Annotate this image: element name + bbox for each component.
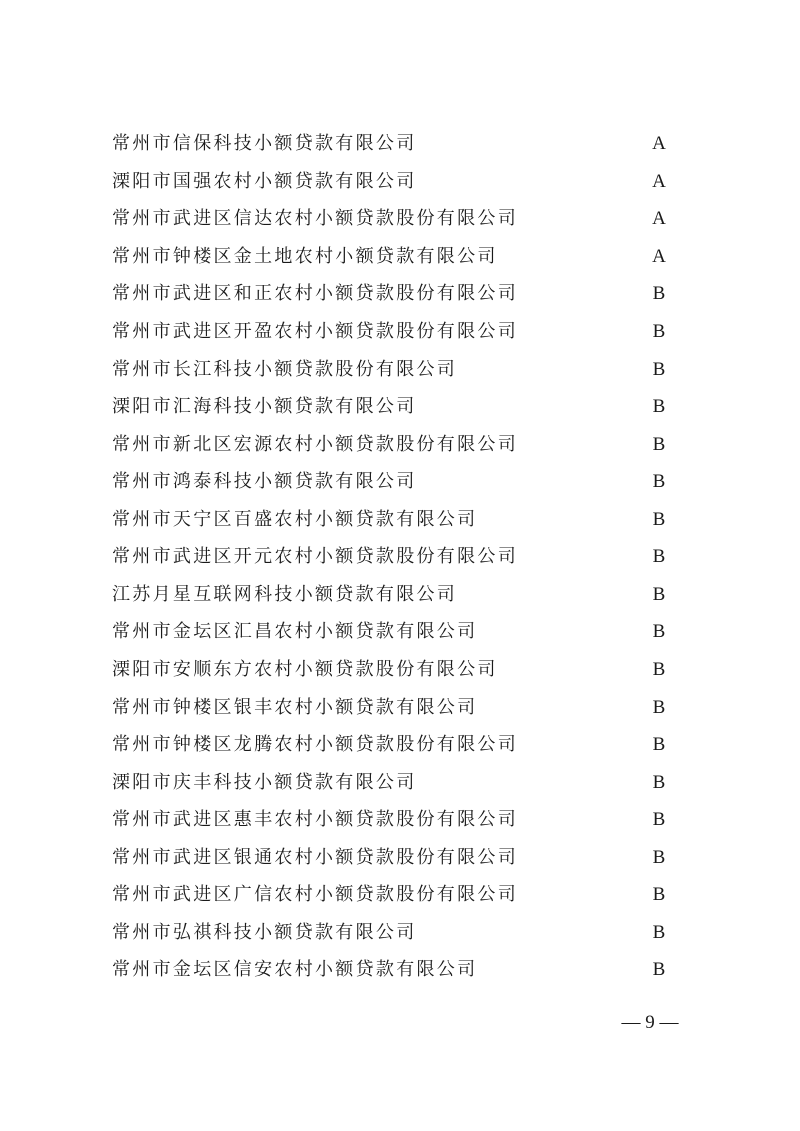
company-name: 常州市武进区信达农村小额贷款股份有限公司 xyxy=(112,208,518,229)
rating-grade: A xyxy=(652,246,666,267)
list-item xyxy=(0,127,800,161)
rating-grade: B xyxy=(652,471,666,492)
list-item xyxy=(0,578,800,612)
rating-grade: A xyxy=(652,171,666,192)
list-item xyxy=(0,878,800,912)
rating-grade: B xyxy=(652,359,666,380)
company-name: 常州市武进区和正农村小额贷款股份有限公司 xyxy=(112,283,518,304)
list-item xyxy=(0,615,800,649)
rating-grade: B xyxy=(652,697,666,718)
company-name: 常州市金坛区信安农村小额贷款有限公司 xyxy=(112,959,478,980)
company-name: 常州市武进区广信农村小额贷款股份有限公司 xyxy=(112,884,518,905)
company-name: 常州市新北区宏源农村小额贷款股份有限公司 xyxy=(112,434,518,455)
rating-grade: A xyxy=(652,133,666,154)
rating-grade: A xyxy=(652,208,666,229)
company-name: 溧阳市安顺东方农村小额贷款股份有限公司 xyxy=(112,659,498,680)
list-item xyxy=(0,240,800,274)
list-item xyxy=(0,766,800,800)
company-name: 常州市弘祺科技小额贷款有限公司 xyxy=(112,922,417,943)
rating-grade: B xyxy=(652,772,666,793)
rating-grade: B xyxy=(652,546,666,567)
company-name: 常州市金坛区汇昌农村小额贷款有限公司 xyxy=(112,621,478,642)
company-name: 常州市钟楼区银丰农村小额贷款有限公司 xyxy=(112,697,478,718)
list-item xyxy=(0,465,800,499)
rating-grade: B xyxy=(652,321,666,342)
company-name: 常州市武进区惠丰农村小额贷款股份有限公司 xyxy=(112,809,518,830)
list-item xyxy=(0,315,800,349)
company-name: 常州市武进区银通农村小额贷款股份有限公司 xyxy=(112,847,518,868)
list-item xyxy=(0,953,800,987)
list-item xyxy=(0,277,800,311)
company-name: 江苏月星互联网科技小额贷款有限公司 xyxy=(112,584,458,605)
rating-grade: B xyxy=(652,809,666,830)
list-item xyxy=(0,728,800,762)
list-item xyxy=(0,841,800,875)
company-name: 溧阳市国强农村小额贷款有限公司 xyxy=(112,171,417,192)
rating-grade: B xyxy=(652,396,666,417)
rating-grade: B xyxy=(652,283,666,304)
rating-grade: B xyxy=(652,659,666,680)
rating-grade: B xyxy=(652,584,666,605)
company-name: 常州市武进区开盈农村小额贷款股份有限公司 xyxy=(112,321,518,342)
list-item xyxy=(0,353,800,387)
rating-grade: B xyxy=(652,847,666,868)
company-name: 常州市钟楼区金土地农村小额贷款有限公司 xyxy=(112,246,498,267)
company-name: 常州市天宁区百盛农村小额贷款有限公司 xyxy=(112,509,478,530)
company-name: 常州市武进区开元农村小额贷款股份有限公司 xyxy=(112,546,518,567)
list-item xyxy=(0,165,800,199)
list-item xyxy=(0,428,800,462)
list-item xyxy=(0,691,800,725)
rating-grade: B xyxy=(652,922,666,943)
company-name: 溧阳市庆丰科技小额贷款有限公司 xyxy=(112,772,417,793)
list-item xyxy=(0,390,800,424)
rating-grade: B xyxy=(652,509,666,530)
company-name: 常州市信保科技小额贷款有限公司 xyxy=(112,133,417,154)
list-item xyxy=(0,202,800,236)
rating-grade: B xyxy=(652,884,666,905)
rating-grade: B xyxy=(652,434,666,455)
page-number: — 9 — xyxy=(621,1012,679,1033)
list-item xyxy=(0,653,800,687)
company-name: 常州市钟楼区龙腾农村小额贷款股份有限公司 xyxy=(112,734,518,755)
rating-grade: B xyxy=(652,734,666,755)
list-item xyxy=(0,916,800,950)
list-item xyxy=(0,503,800,537)
company-name: 溧阳市汇海科技小额贷款有限公司 xyxy=(112,396,417,417)
list-item xyxy=(0,540,800,574)
rating-grade: B xyxy=(652,959,666,980)
company-name: 常州市长江科技小额贷款股份有限公司 xyxy=(112,359,458,380)
list-item xyxy=(0,803,800,837)
rating-grade: B xyxy=(652,621,666,642)
company-name: 常州市鸿泰科技小额贷款有限公司 xyxy=(112,471,417,492)
